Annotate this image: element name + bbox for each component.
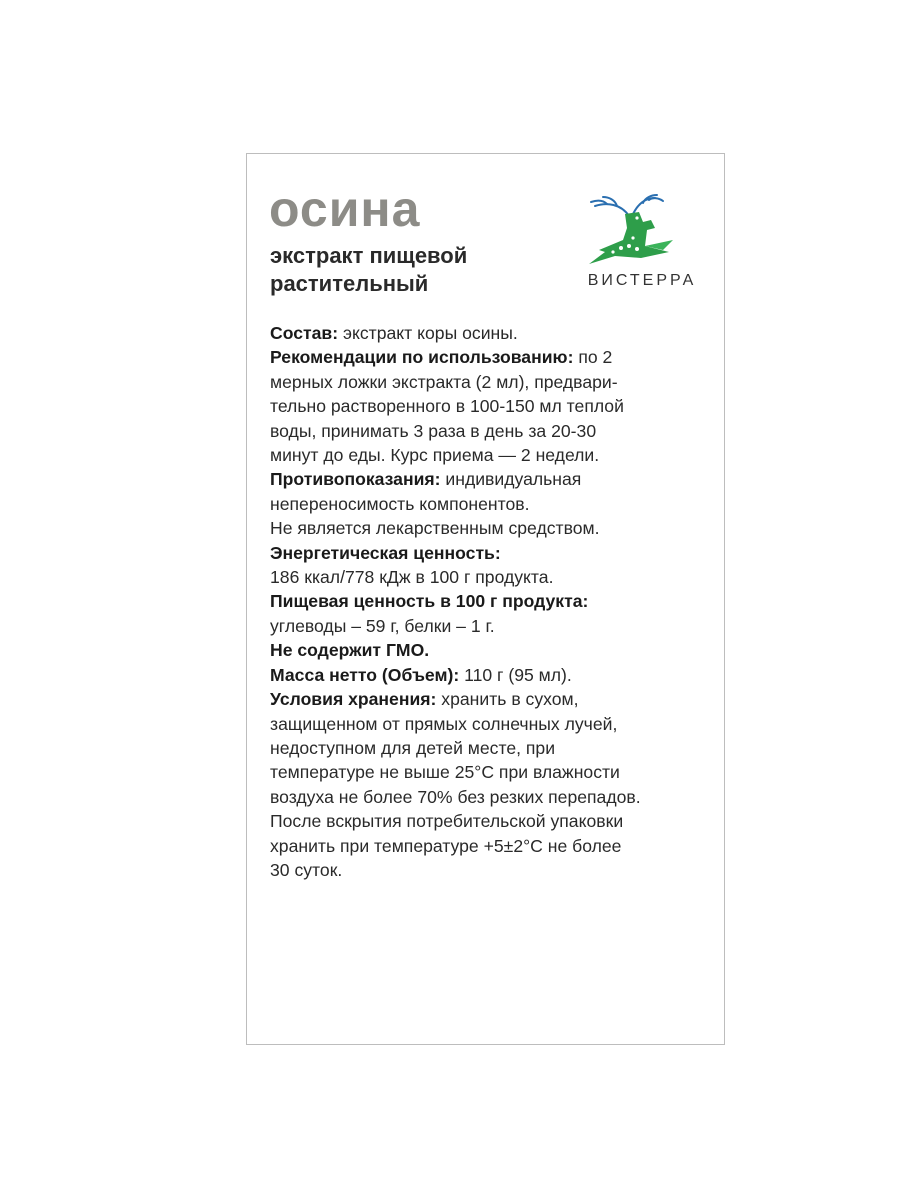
contra-line-2: непереносимость компонентов. — [270, 493, 530, 514]
usage-line-4: воды, принимать 3 раза в день за 20-30 — [270, 420, 597, 441]
mass-line — [270, 663, 715, 687]
contra-line-1 — [270, 467, 715, 491]
nutrition-label: Пищевая ценность в 100 г продукта: — [270, 591, 589, 612]
storage-line-5: воздуха не более 70% без резких перепадов. — [270, 786, 641, 807]
usage-label: Рекомендации по использованию: — [270, 347, 574, 368]
gmo-label: Не содержит ГМО. — [270, 640, 430, 661]
contra-label: Противопоказания: — [270, 469, 441, 490]
nutrition-value-line: углеводы – 59 г, белки – 1 г. — [270, 615, 495, 636]
storage-label: Условия хранения: — [270, 689, 437, 710]
storage-line-2: защищенном от прямых солнечных лучей, — [270, 713, 618, 734]
usage-line-2: мерных ложки экстракта (2 мл), предвари- — [270, 371, 618, 392]
product-subtitle-line-1: экстракт пищевой — [270, 243, 468, 268]
composition-line — [270, 321, 715, 345]
composition-label: Состав: — [270, 323, 339, 343]
product-subtitle — [270, 242, 550, 298]
mass-label: Масса нетто (Объем): — [270, 664, 460, 685]
composition-value: экстракт коры осины. — [338, 323, 518, 343]
storage-line-7: хранить при температуре +5±2°С не более — [270, 835, 622, 856]
usage-value-1: по 2 — [573, 347, 613, 368]
usage-line-1 — [270, 345, 715, 369]
storage-line-3: недоступном для детей месте, при — [270, 737, 556, 758]
deer-logo-icon — [581, 194, 701, 272]
brand-name: ВИСТЕРРА — [587, 272, 697, 289]
storage-line-6: После вскрытия потребительской упаковки — [270, 811, 624, 832]
storage-line-4: температуре не выше 25°С при влажности — [270, 762, 620, 783]
mass-value: 110 г (95 мл). — [459, 664, 572, 685]
product-label-card — [246, 153, 725, 1045]
product-title: осина — [269, 181, 421, 237]
storage-value-1: хранить в сухом, — [436, 689, 579, 710]
storage-line-1 — [270, 687, 715, 711]
gmo-line — [270, 638, 715, 662]
product-subtitle-line-2: растительный — [270, 271, 429, 296]
nutrition-label-line — [270, 589, 715, 613]
contra-value-1: индивидуальная — [440, 469, 582, 490]
usage-line-3: тельно растворенного в 100-150 мл теплой — [270, 396, 624, 417]
label-text-block — [270, 321, 715, 882]
storage-line-8: 30 суток. — [270, 859, 343, 880]
energy-value-line: 186 ккал/778 кДж в 100 г продукта. — [270, 567, 554, 588]
brand-logo — [573, 194, 713, 294]
not-medicine-line: Не является лекарственным средством. — [270, 518, 600, 539]
energy-label: Энергетическая ценность: — [270, 542, 501, 563]
energy-label-line — [270, 541, 715, 565]
usage-line-5: минут до еды. Курс приема — 2 недели. — [270, 445, 600, 466]
